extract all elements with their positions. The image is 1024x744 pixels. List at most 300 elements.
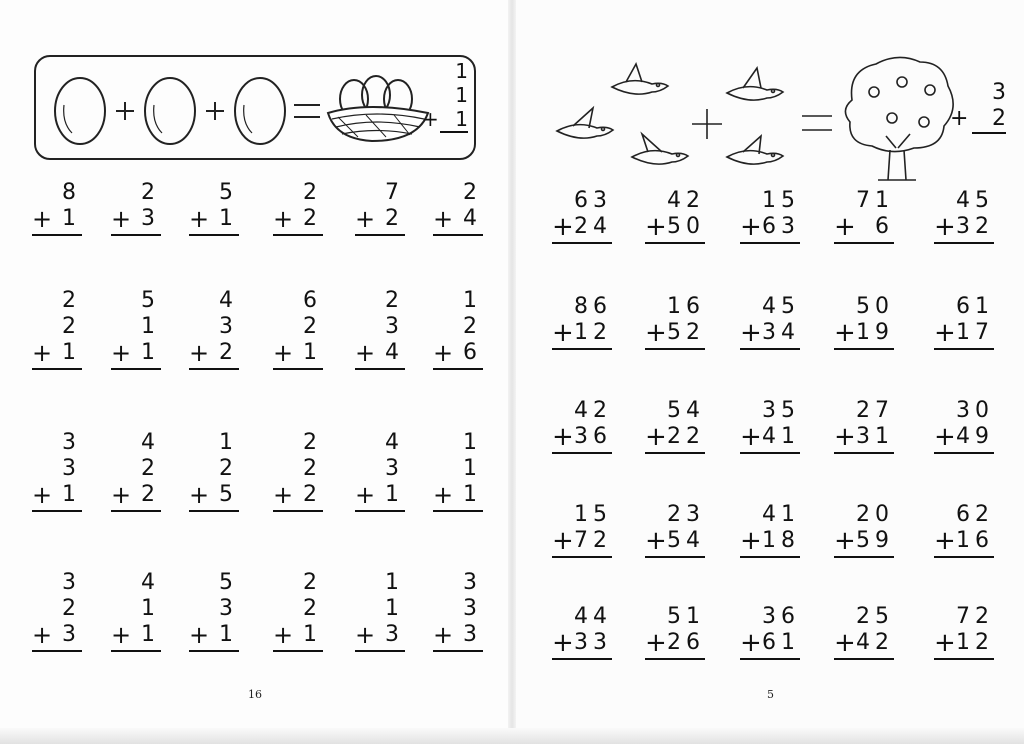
plus-sign: +	[834, 628, 861, 658]
addition-problem	[834, 398, 894, 454]
addend: 3	[219, 314, 239, 339]
plus-sign: +	[355, 205, 382, 233]
addition-problem	[433, 288, 483, 370]
right-page	[512, 0, 1024, 744]
addition-problem	[934, 604, 994, 660]
addend: 3	[141, 206, 161, 231]
answer-line	[645, 242, 705, 244]
bird-icon	[727, 136, 783, 164]
addend: 2	[463, 180, 483, 205]
plus-sign: +	[32, 205, 59, 233]
addition-problem	[740, 604, 800, 660]
egg-icon	[235, 78, 285, 144]
addend: 4	[463, 206, 483, 231]
addend: 2	[303, 482, 323, 507]
answer-line	[111, 368, 161, 370]
addend: 62	[956, 502, 994, 527]
addend-row	[834, 214, 894, 240]
plus-sign: +	[355, 481, 382, 509]
addition-problem	[934, 294, 994, 350]
addend-row	[273, 206, 323, 232]
answer-line	[355, 368, 405, 370]
addend-row	[433, 622, 483, 648]
addition-problem	[934, 502, 994, 558]
plus-sign: +	[834, 212, 861, 242]
addend: 24	[574, 214, 612, 239]
addition-problem	[552, 188, 612, 244]
addend: 42	[574, 398, 612, 423]
addend: 61	[762, 630, 800, 655]
addend: 3	[62, 570, 82, 595]
addend-row	[273, 622, 323, 648]
addition-problem	[273, 288, 323, 370]
addend: 86	[574, 294, 612, 319]
plus-sign: +	[189, 339, 216, 367]
answer-line	[834, 556, 894, 558]
plus-sign: +	[422, 107, 439, 131]
plus-sign: +	[934, 318, 961, 348]
answer-line	[355, 234, 405, 236]
answer-line	[433, 368, 483, 370]
addend: 17	[956, 320, 994, 345]
addend-row	[111, 206, 161, 232]
addend: 59	[856, 528, 894, 553]
addend: 45	[956, 188, 994, 213]
addend: 5	[219, 570, 239, 595]
addend: 61	[956, 294, 994, 319]
addend: 15	[762, 188, 800, 213]
answer-line	[740, 348, 800, 350]
addend: 2	[303, 596, 323, 621]
plus-sign: +	[552, 318, 579, 348]
addend-row	[934, 214, 994, 240]
plus-sign: +	[950, 106, 969, 131]
answer-line	[552, 452, 612, 454]
bird-icon	[632, 134, 688, 164]
addend-row	[189, 340, 239, 366]
plus-sign: +	[111, 481, 138, 509]
example-addend: 3	[992, 80, 1006, 105]
answer-line	[740, 658, 800, 660]
addend: 4	[141, 570, 161, 595]
addend: 32	[956, 214, 994, 239]
addend: 4	[219, 288, 239, 313]
answer-line	[740, 242, 800, 244]
addition-problem	[645, 604, 705, 660]
addend: 2	[303, 206, 323, 231]
addend-row	[552, 320, 612, 346]
addend-row	[32, 482, 82, 508]
addend: 72	[956, 604, 994, 629]
equals-icon	[294, 105, 320, 117]
answer-line	[189, 650, 239, 652]
addend: 1	[219, 430, 239, 455]
addend: 5	[219, 482, 239, 507]
egg-icon	[145, 78, 195, 144]
plus-sign: +	[740, 212, 767, 242]
addend: 1	[62, 482, 82, 507]
plus-sign: +	[934, 526, 961, 556]
plus-sign: +	[552, 422, 579, 452]
plus-sign: +	[834, 422, 861, 452]
addend: 23	[667, 502, 705, 527]
plus-sign: +	[552, 212, 579, 242]
answer-line	[32, 650, 82, 652]
plus-sign: +	[32, 339, 59, 367]
plus-sign: +	[740, 318, 767, 348]
addend-row	[740, 424, 800, 450]
addend-row	[740, 214, 800, 240]
plus-sign: +	[111, 205, 138, 233]
addend: 2	[463, 314, 483, 339]
addend-row	[189, 482, 239, 508]
answer-line	[273, 510, 323, 512]
addition-problem	[189, 570, 239, 652]
addend: 3	[62, 430, 82, 455]
addend-row	[355, 340, 405, 366]
addend: 50	[856, 294, 894, 319]
addend-row	[189, 206, 239, 232]
plus-sign: +	[433, 481, 460, 509]
addition-problem	[433, 570, 483, 652]
addend-row	[189, 622, 239, 648]
answer-line	[645, 348, 705, 350]
addend: 2	[385, 288, 405, 313]
answer-line	[645, 452, 705, 454]
plus-sign: +	[32, 481, 59, 509]
addition-problem	[834, 604, 894, 660]
plus-sign: +	[189, 205, 216, 233]
addend: 2	[141, 180, 161, 205]
addend: 36	[574, 424, 612, 449]
plus-sign: +	[645, 526, 672, 556]
bird-icon	[612, 64, 668, 94]
addition-problem	[273, 570, 323, 652]
addend: 42	[856, 630, 894, 655]
plus-sign: +	[32, 621, 59, 649]
answer-line	[273, 368, 323, 370]
addend-row	[645, 528, 705, 554]
book-spine	[508, 0, 516, 744]
addend: 1	[141, 314, 161, 339]
answer-line	[32, 234, 82, 236]
plus-sign: +	[740, 628, 767, 658]
addend: 2	[303, 430, 323, 455]
addend: 72	[574, 528, 612, 553]
plus-sign: +	[645, 628, 672, 658]
addend: 2	[62, 288, 82, 313]
answer-line	[834, 242, 894, 244]
addend-row	[32, 340, 82, 366]
addend: 1	[463, 482, 483, 507]
addend: 1	[141, 596, 161, 621]
addend: 3	[463, 622, 483, 647]
answer-line	[552, 242, 612, 244]
answer-line	[934, 452, 994, 454]
plus-sign: +	[273, 481, 300, 509]
addend: 2	[303, 180, 323, 205]
addition-problem	[433, 430, 483, 512]
addition-problem	[32, 430, 82, 512]
addend: 1	[62, 206, 82, 231]
plus-icon	[116, 102, 134, 120]
addend-row	[834, 320, 894, 346]
answer-line	[433, 510, 483, 512]
addend: 5	[141, 288, 161, 313]
addend: 41	[762, 502, 800, 527]
addend: 20	[856, 502, 894, 527]
addend-row	[433, 206, 483, 232]
addition-problem	[355, 570, 405, 652]
addend: 2	[303, 456, 323, 481]
answer-line	[32, 368, 82, 370]
addend-row	[111, 482, 161, 508]
bird-icon	[727, 68, 783, 100]
addend: 44	[574, 604, 612, 629]
plus-sign: +	[645, 212, 672, 242]
answer-line	[934, 556, 994, 558]
answer-line	[189, 368, 239, 370]
addition-problem	[740, 502, 800, 558]
addend: 1	[141, 340, 161, 365]
addition-problem	[273, 180, 323, 236]
addend: 15	[574, 502, 612, 527]
addend-row	[111, 340, 161, 366]
page-bottom-edge	[0, 728, 1024, 744]
answer-line	[440, 131, 468, 133]
addend: 3	[62, 622, 82, 647]
example-addend: 2	[992, 106, 1006, 131]
addend: 1	[219, 206, 239, 231]
plus-sign: +	[355, 339, 382, 367]
addend: 4	[385, 340, 405, 365]
bird-example-sum	[950, 80, 1006, 134]
addend: 1	[385, 596, 405, 621]
addend: 16	[667, 294, 705, 319]
answer-line	[433, 650, 483, 652]
addend: 12	[574, 320, 612, 345]
addend-row	[552, 214, 612, 240]
addend: 1	[463, 430, 483, 455]
addend-row	[552, 528, 612, 554]
addition-problem	[355, 430, 405, 512]
bird-addition-illustration	[552, 52, 972, 182]
addition-problem	[189, 180, 239, 236]
answer-line	[972, 132, 1006, 134]
answer-line	[934, 242, 994, 244]
addend-row	[934, 320, 994, 346]
addend: 1	[463, 288, 483, 313]
plus-sign: +	[273, 205, 300, 233]
addend: 1	[62, 340, 82, 365]
addend-row	[433, 482, 483, 508]
answer-line	[433, 234, 483, 236]
addition-problem	[355, 288, 405, 370]
example-addend: 1	[455, 83, 468, 107]
plus-sign: +	[433, 339, 460, 367]
addend: 3	[62, 456, 82, 481]
answer-line	[834, 452, 894, 454]
answer-line	[355, 510, 405, 512]
addition-problem	[552, 398, 612, 454]
addend: 31	[856, 424, 894, 449]
addend: 3	[385, 622, 405, 647]
answer-line	[189, 234, 239, 236]
addend-row	[740, 320, 800, 346]
addend: 36	[762, 604, 800, 629]
addend: 12	[956, 630, 994, 655]
addend: 63	[762, 214, 800, 239]
plus-sign: +	[111, 339, 138, 367]
addend: 3	[219, 596, 239, 621]
addition-problem	[111, 288, 161, 370]
plus-icon	[692, 109, 722, 139]
addend-row	[355, 482, 405, 508]
addend: 1	[303, 340, 323, 365]
addend: 42	[667, 188, 705, 213]
plus-sign: +	[645, 318, 672, 348]
addition-problem	[189, 288, 239, 370]
addend-row	[273, 340, 323, 366]
addend-row	[32, 622, 82, 648]
nest-with-eggs-icon	[328, 76, 428, 141]
addend-row	[934, 424, 994, 450]
answer-line	[189, 510, 239, 512]
addition-problem	[645, 188, 705, 244]
addend: 19	[856, 320, 894, 345]
addition-problem	[934, 398, 994, 454]
egg-example-sum	[422, 59, 468, 133]
addend: 2	[385, 206, 405, 231]
egg-example-box	[34, 55, 476, 160]
addend: 71	[856, 188, 894, 213]
answer-line	[740, 452, 800, 454]
answer-line	[740, 556, 800, 558]
addend: 3	[385, 314, 405, 339]
answer-line	[834, 348, 894, 350]
addend: 51	[667, 604, 705, 629]
plus-sign: +	[273, 621, 300, 649]
addend: 6	[463, 340, 483, 365]
addend: 2	[303, 314, 323, 339]
addend: 5	[219, 180, 239, 205]
answer-line	[273, 650, 323, 652]
page-number: 5	[767, 688, 774, 701]
plus-sign: +	[433, 205, 460, 233]
answer-line	[552, 658, 612, 660]
addition-problem	[111, 570, 161, 652]
addend-row	[834, 424, 894, 450]
addition-problem	[355, 180, 405, 236]
addend: 2	[219, 456, 239, 481]
addend: 4	[385, 430, 405, 455]
addend: 35	[762, 398, 800, 423]
addend: 34	[762, 320, 800, 345]
addend-row	[111, 622, 161, 648]
addend: 54	[667, 398, 705, 423]
answer-line	[645, 658, 705, 660]
plus-sign: +	[834, 318, 861, 348]
addition-problem	[834, 294, 894, 350]
addend-row	[32, 206, 82, 232]
plus-sign: +	[111, 621, 138, 649]
addition-problem	[189, 430, 239, 512]
addend: 30	[956, 398, 994, 423]
addend-row	[934, 630, 994, 656]
addend-row	[355, 206, 405, 232]
plus-sign: +	[433, 621, 460, 649]
addend: 1	[463, 456, 483, 481]
page-number: 16	[248, 688, 262, 701]
addition-problem	[834, 188, 894, 244]
equals-icon	[802, 116, 832, 130]
plus-sign: +	[273, 339, 300, 367]
addend: 2	[62, 314, 82, 339]
addition-problem	[740, 188, 800, 244]
addend: 45	[762, 294, 800, 319]
addend-row	[740, 528, 800, 554]
addend: 1	[385, 482, 405, 507]
addend: 54	[667, 528, 705, 553]
addend: 3	[385, 456, 405, 481]
addend: 22	[667, 424, 705, 449]
addition-problem	[273, 430, 323, 512]
addend: 63	[574, 188, 612, 213]
addend: 4	[141, 430, 161, 455]
addition-problem	[433, 180, 483, 236]
addend: 6	[875, 214, 894, 239]
addend: 2	[303, 570, 323, 595]
addition-problem	[552, 502, 612, 558]
plus-sign: +	[740, 526, 767, 556]
addition-problem	[32, 288, 82, 370]
addend: 26	[667, 630, 705, 655]
addend-row	[273, 482, 323, 508]
answer-line	[645, 556, 705, 558]
example-addend: 1	[455, 107, 468, 131]
addend-row	[433, 340, 483, 366]
addition-problem	[645, 398, 705, 454]
answer-line	[552, 348, 612, 350]
plus-sign: +	[552, 526, 579, 556]
addend: 1	[385, 570, 405, 595]
plus-sign: +	[934, 212, 961, 242]
plus-sign: +	[552, 628, 579, 658]
answer-line	[32, 510, 82, 512]
addend-row	[552, 630, 612, 656]
addend: 7	[385, 180, 405, 205]
addend: 50	[667, 214, 705, 239]
addend: 2	[141, 482, 161, 507]
addend: 2	[219, 340, 239, 365]
example-addend: 1	[455, 59, 468, 83]
addend: 33	[574, 630, 612, 655]
answer-line	[552, 556, 612, 558]
addition-problem	[645, 502, 705, 558]
answer-line	[934, 658, 994, 660]
plus-sign: +	[189, 481, 216, 509]
answer-line	[934, 348, 994, 350]
addend: 16	[956, 528, 994, 553]
plus-sign: +	[645, 422, 672, 452]
addition-problem	[111, 180, 161, 236]
addition-problem	[32, 180, 82, 236]
plus-sign: +	[740, 422, 767, 452]
addend: 1	[303, 622, 323, 647]
addend: 6	[303, 288, 323, 313]
addition-problem	[111, 430, 161, 512]
addition-problem	[934, 188, 994, 244]
